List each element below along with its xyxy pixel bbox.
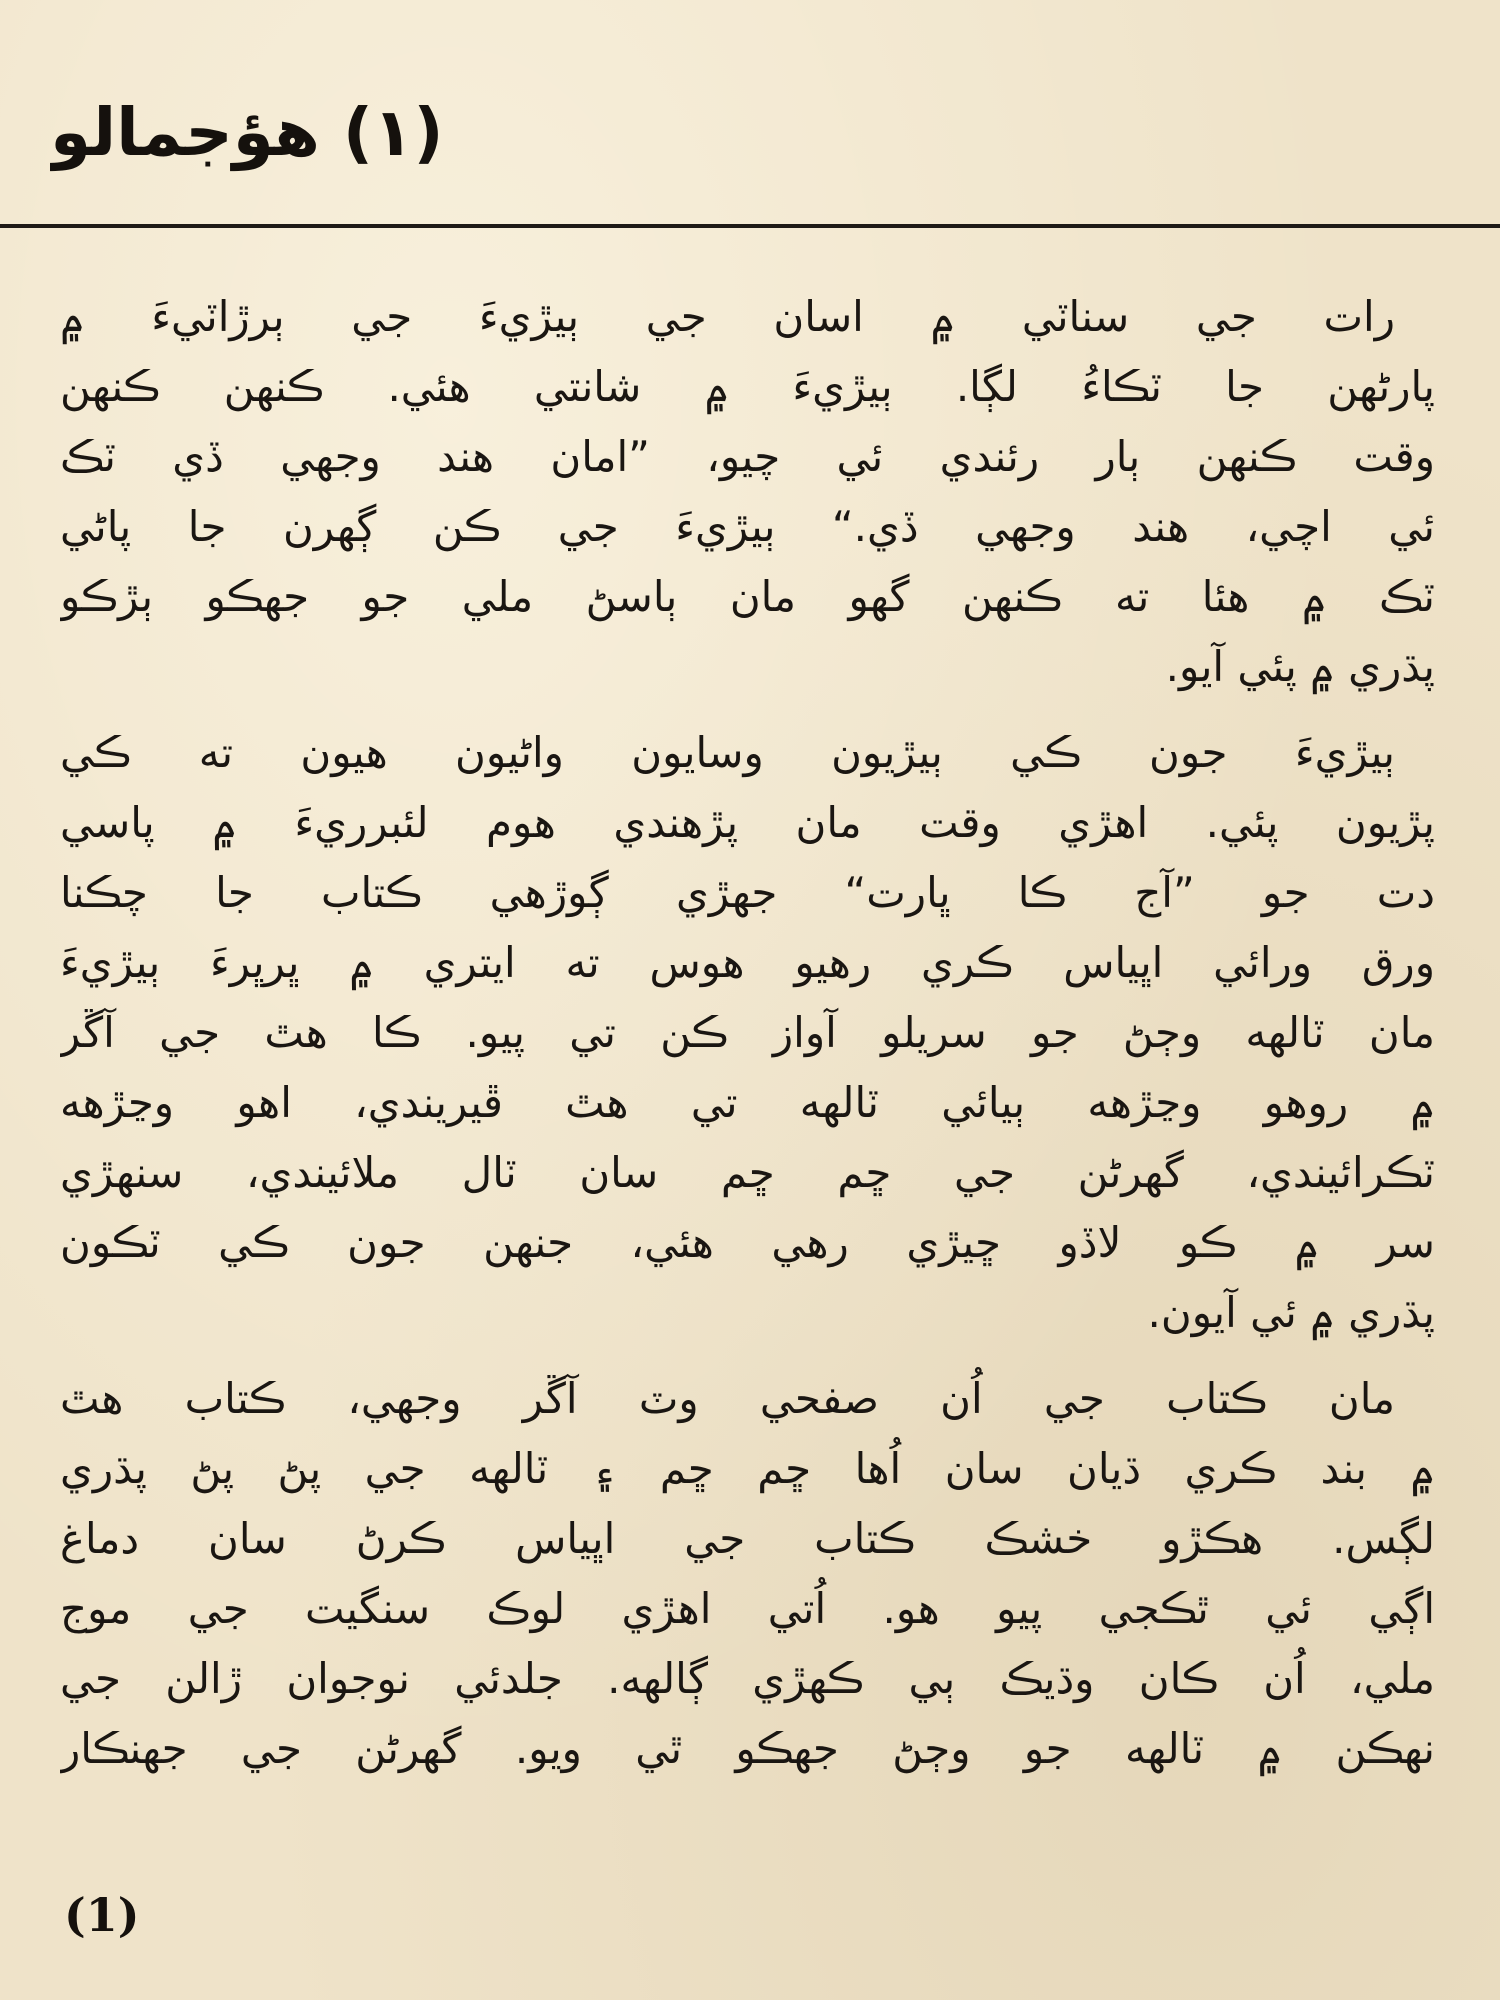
text-line: دت جو ”آج ڪا ڀارت“ جهڙي ڳوڙهي ڪتاب جا چڪنا [60,868,1435,917]
text-line: مان ڪتاب جي اُن صفحي وٽ آڱر وجهي، ڪتاب هٿ [60,1374,1395,1423]
text-line: وقت ڪنهن ٻار رئندي ئي چيو، ”امان هند وجهي ڏي ٽڪ [60,432,1435,481]
paragraph-3 [60,1364,1435,1784]
text-line: ورق ورائي اڀياس ڪري رهيو هوس ته ايتري ۾ ڀرڀرءَ ٻيڙيءَ [60,938,1435,987]
body-text [60,282,1435,1842]
text-line: ئي اچي، هند وجهي ڏي.“ ٻيڙيءَ جي ڪن ڳهرن جا پاڻي [60,502,1435,551]
text-line: اڳي ئي ٿڪجي پيو هو. اُتي اهڙي لوڪ سنگيت جي موج [60,1584,1435,1633]
header-divider [0,224,1500,228]
text-line: ۾ روهو وڃڙهه ٻيائي ٽالهه تي هٿ ڦيريندي، اهو وڃڙهه [60,1078,1435,1127]
text-line: پارڻهن جا ٽڪاءُ لڳا. ٻيڙيءَ ۾ شانتي هئي. ڪنهن ڪنهن [60,362,1435,411]
page-header [0,0,1500,230]
paragraph-2 [60,718,1435,1348]
text-line: ٽڪ ۾ هئا ته ڪنهن گهو مان ٻاسڻ ملي جو جهڪو ٻڙڪو [60,572,1435,621]
text-line: پڌري ۾ ئي آيون. [1147,1288,1435,1337]
text-line: نهڪن ۾ ٽالهه جو وڄڻ جهڪو ٿي ويو. گهرڻن جي جهنڪار [60,1724,1435,1773]
text-line: ۾ بند ڪري ڌيان سان اُها ڇم ڇم ۽ ٽالهه جي پڻ پڻ پڌري [60,1444,1435,1493]
text-line: رات جي سناٽي ۾ اسان جي ٻيڙيءَ جي ٻرڙاٽيءَ ۾ [60,292,1395,341]
text-line: سر ۾ ڪو لاڏو ڇيڙي رهي هئي، جنهن جون ڪي ٽڪون [60,1218,1435,1267]
chapter-title: (۱) ھؤجمالو [50,94,444,171]
text-line: ملي، اُن ڪان وڌيڪ ٻي ڪهڙي ڳالهه. جلدئي نوجوان ڙالن جي [60,1654,1435,1703]
text-line: ٽڪرائيندي، گهرڻن جي ڇم ڇم سان ٽال ملائيندي، سنهڙي [60,1148,1435,1197]
page-number: (1) [64,1888,140,1942]
paragraph-1 [60,282,1435,702]
text-line: پڌري ۾ پئي آيو. [1165,642,1435,691]
text-line: ٻيڙيءَ جون ڪي ٻيڙيون وسايون واڻيون هيون ته ڪي [60,728,1395,777]
text-line: مان ٽالهه وڄڻ جو سريلو آواز ڪن تي پيو. ڪا هٿ جي آڱر [60,1008,1435,1057]
text-line: پڙيون پئي. اهڙي وقت مان پڙهندي هوم لئبرريءَ ۾ پاسي [60,798,1435,847]
text-line: لڳس. هڪڙو خشڪ ڪتاب جي اڀياس ڪرڻ سان دماغ [60,1514,1435,1563]
